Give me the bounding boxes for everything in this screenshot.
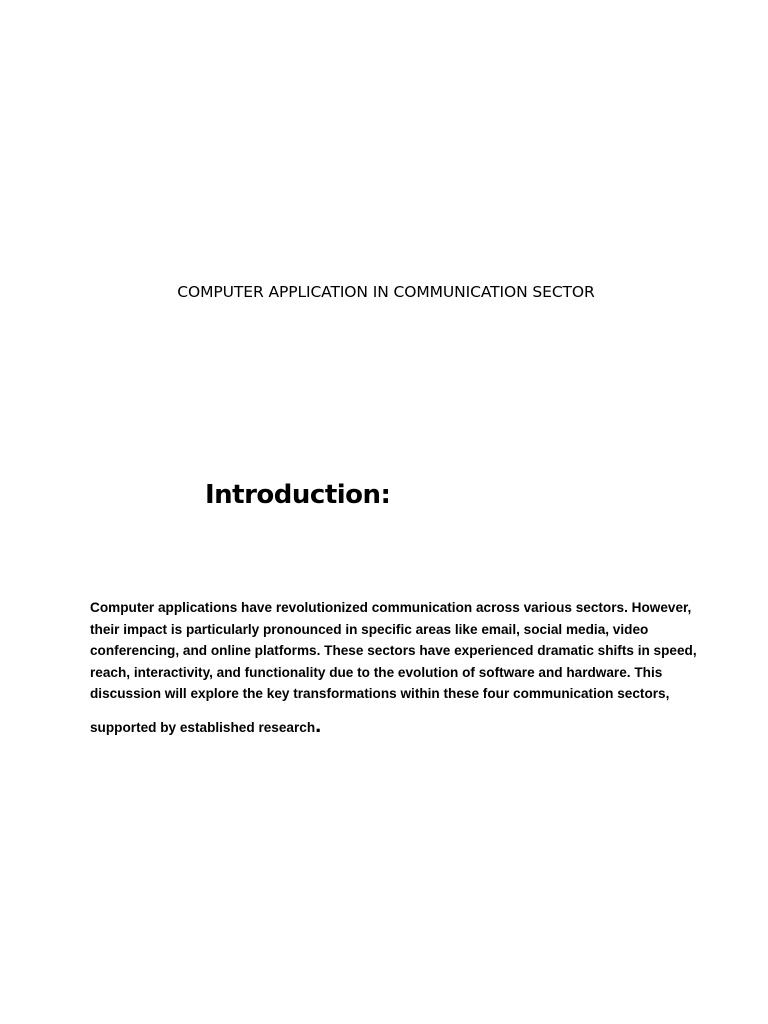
paragraph-line: their impact is particularly pronounced in specific areas like email, social media, video [90, 621, 649, 637]
document-title: COMPUTER APPLICATION IN COMMUNICATION SECTOR [177, 283, 595, 301]
introduction-paragraph [90, 597, 697, 738]
paragraph-line: Computer applications have revolutionized communication across various sectors. However, [90, 600, 692, 615]
paragraph-last-line-text: supported by established research [90, 719, 316, 735]
paragraph-line: discussion will explore the key transformations within these four communication sectors, [90, 686, 670, 701]
paragraph-last-line [90, 711, 680, 739]
paragraph-line: reach, interactivity, and functionality due to the evolution of software and hardware. This [90, 664, 663, 680]
paragraph-end-mark: . [315, 711, 322, 737]
paragraph-line: conferencing, and online platforms. These sectors have experienced dramatic shifts in speed, [90, 643, 697, 658]
section-heading: Introduction: [205, 480, 391, 510]
